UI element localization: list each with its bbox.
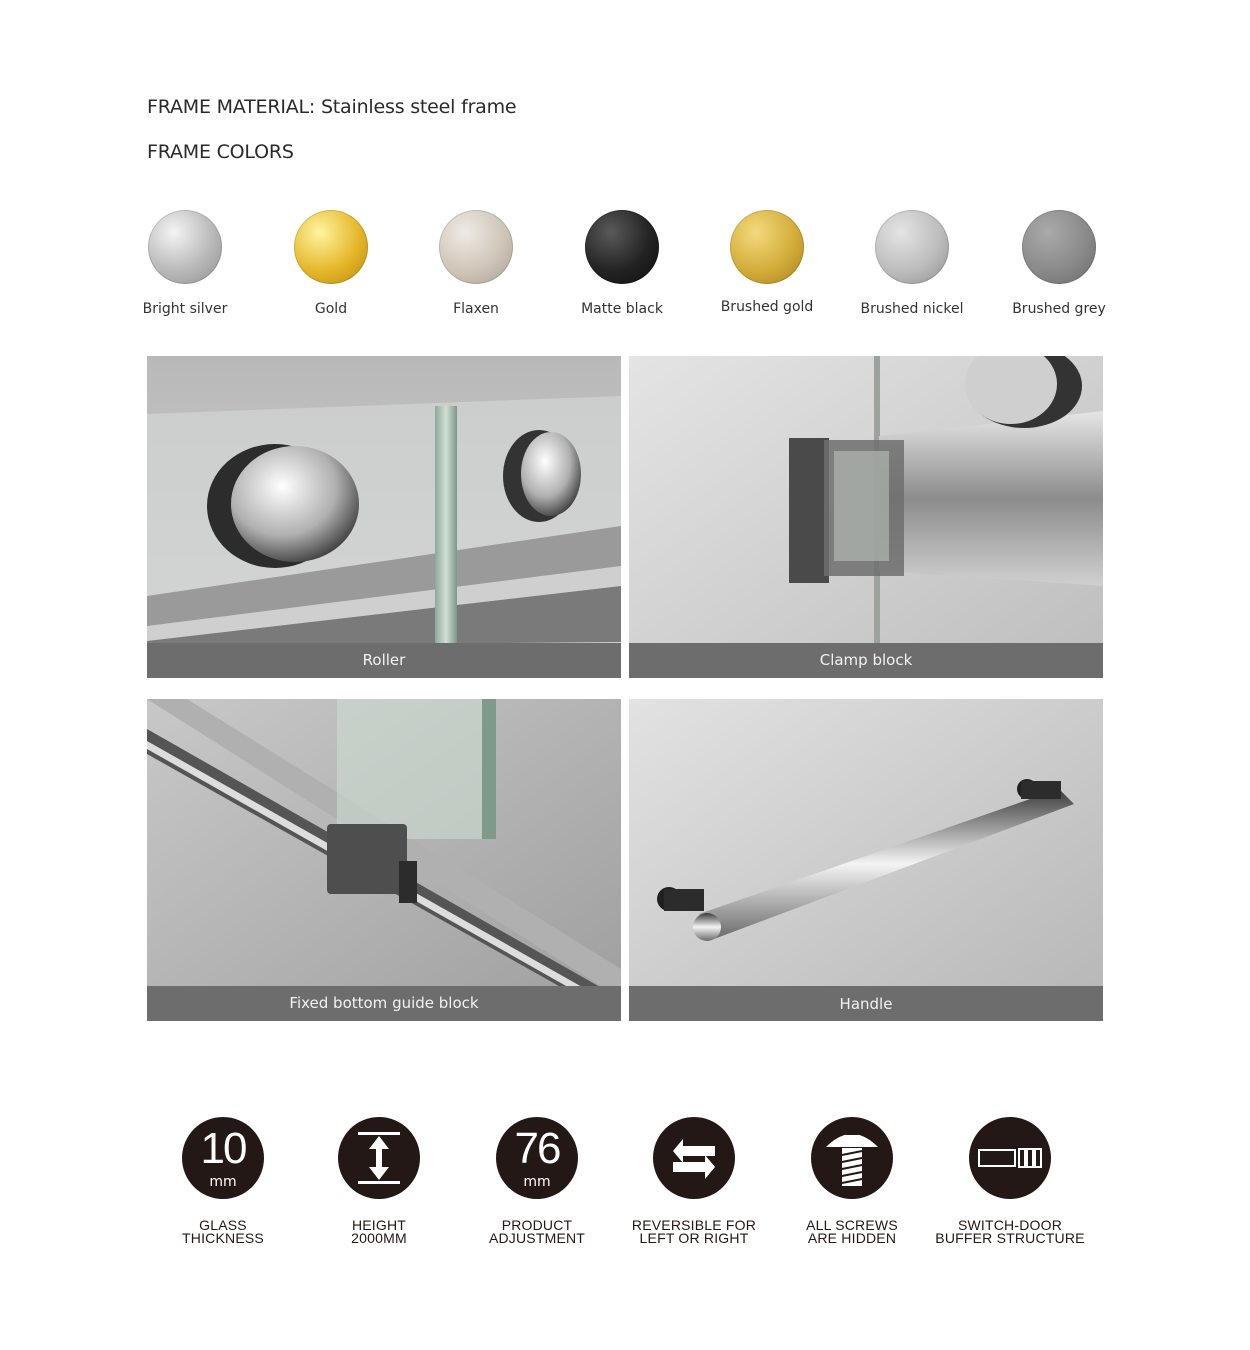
- swatch-flaxen[interactable]: [421, 210, 531, 317]
- feature-unit: mm: [209, 1174, 237, 1190]
- screw-icon: [811, 1117, 893, 1199]
- feature-buffer-structure: [935, 1117, 1085, 1245]
- reversible-arrows-icon: [653, 1117, 735, 1199]
- clamp-block-photo: [629, 356, 1103, 678]
- feature-number: 76: [514, 1124, 560, 1173]
- swatch-disc: [585, 210, 659, 284]
- swatch-bright-silver[interactable]: [130, 210, 240, 317]
- swatch-label: Brushed gold: [720, 299, 814, 315]
- screw-icon: [811, 1117, 893, 1199]
- feature-product-adjustment: [462, 1117, 612, 1245]
- feature-line: SWITCH-DOOR: [957, 1217, 1063, 1233]
- feature-line: REVERSIBLE FOR: [631, 1217, 757, 1233]
- adjustment-icon: [496, 1117, 578, 1199]
- feature-line: ARE HIDDEN: [807, 1230, 897, 1246]
- swatch-label: Bright silver: [142, 301, 228, 317]
- height-arrow-icon: [338, 1117, 420, 1199]
- swatch-disc: [875, 210, 949, 284]
- photo-caption: Roller: [147, 643, 621, 678]
- swatch-label: Brushed nickel: [860, 301, 964, 317]
- feature-line: PRODUCT: [501, 1217, 573, 1233]
- swatch-label: Matte black: [581, 301, 663, 317]
- color-swatch-row: [142, 210, 1107, 330]
- bottom-guide-illustration: [147, 699, 621, 1021]
- photo-caption: Clamp block: [629, 643, 1103, 678]
- swatch-label: Flaxen: [453, 301, 499, 317]
- feature-text: [148, 1219, 298, 1245]
- frame-colors-heading: FRAME COLORS: [147, 141, 294, 163]
- feature-text: [777, 1219, 927, 1245]
- swatch-label: Gold: [314, 301, 348, 317]
- feature-hidden-screws: [777, 1117, 927, 1245]
- clamp-block-illustration: [629, 356, 1103, 678]
- feature-text: [304, 1219, 454, 1245]
- swatch-disc: [294, 210, 368, 284]
- handle-photo: [629, 699, 1103, 1021]
- feature-line: ADJUSTMENT: [488, 1230, 586, 1246]
- swatch-disc: [148, 210, 222, 284]
- feature-line: 2000MM: [351, 1230, 407, 1246]
- feature-line: ALL SCREWS: [806, 1217, 898, 1233]
- swatch-disc: [730, 210, 804, 284]
- feature-reversible: [619, 1117, 769, 1245]
- feature-text: [462, 1219, 612, 1245]
- swatch-brushed-gold[interactable]: [712, 210, 822, 315]
- feature-number: 10: [200, 1124, 246, 1173]
- swatch-label: Brushed grey: [1012, 301, 1106, 317]
- roller-photo: [147, 356, 621, 678]
- roller-illustration: [147, 356, 621, 678]
- swatch-disc: [1022, 210, 1096, 284]
- swatch-gold[interactable]: [276, 210, 386, 317]
- swatch-disc: [439, 210, 513, 284]
- swatch-matte-black[interactable]: [567, 210, 677, 317]
- feature-row: [150, 1117, 1110, 1257]
- bottom-guide-photo: [147, 699, 621, 1021]
- swatch-brushed-grey[interactable]: [1004, 210, 1114, 317]
- photo-caption: Fixed bottom guide block: [147, 986, 621, 1021]
- feature-line: THICKNESS: [182, 1230, 264, 1246]
- feature-line: BUFFER STRUCTURE: [935, 1230, 1085, 1246]
- feature-line: HEIGHT: [351, 1217, 407, 1233]
- buffer-structure-icon: [969, 1117, 1051, 1199]
- glass-thickness-icon: [182, 1117, 264, 1199]
- swatch-brushed-nickel[interactable]: [857, 210, 967, 317]
- height-arrow-icon: [338, 1117, 420, 1199]
- feature-height: [304, 1117, 454, 1245]
- feature-line: GLASS: [199, 1217, 247, 1233]
- feature-unit: mm: [523, 1174, 551, 1190]
- feature-glass-thickness: [148, 1117, 298, 1245]
- frame-material-text: FRAME MATERIAL: Stainless steel frame: [147, 96, 517, 118]
- feature-text: [935, 1219, 1085, 1245]
- feature-text: [619, 1219, 769, 1245]
- buffer-structure-icon: [969, 1117, 1051, 1199]
- photo-caption: Handle: [629, 986, 1103, 1021]
- handle-illustration: [629, 699, 1103, 1021]
- feature-line: LEFT OR RIGHT: [639, 1230, 749, 1246]
- reversible-arrows-icon: [653, 1117, 735, 1199]
